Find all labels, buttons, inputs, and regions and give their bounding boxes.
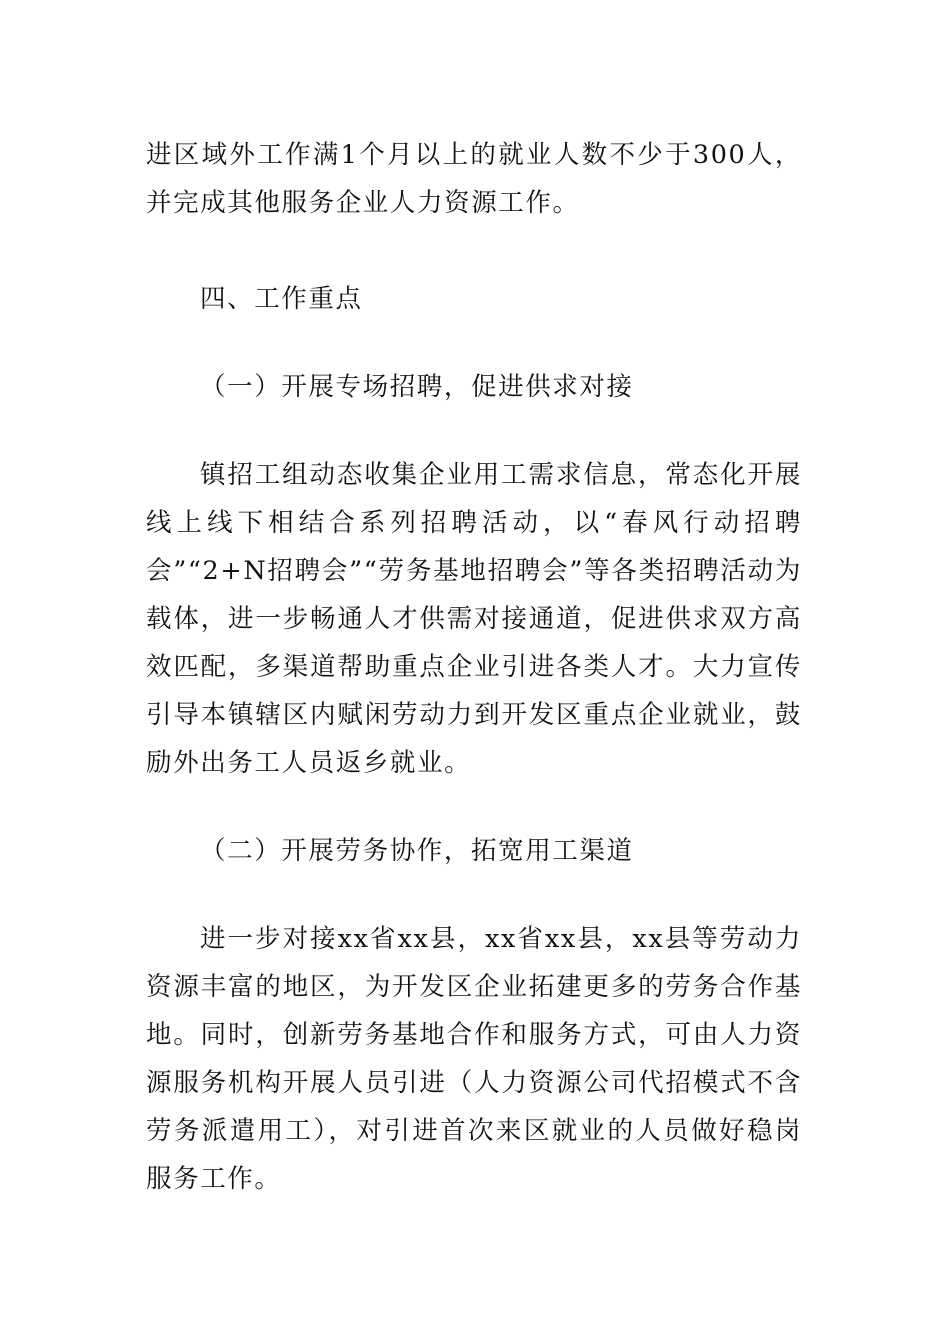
subsection-heading-recruitment: （一）开展专场招聘，促进供求对接 [200,372,634,402]
document-body [146,131,802,1203]
section-heading-work-focus: 四、工作重点 [200,284,363,314]
paragraph-continued: 进区域外工作满1个月以上的就业人数不少于300人，并完成其他服务企业人力资源工作。 [146,140,802,218]
subsection-heading-labor-cooperation: （二）开展劳务协作，拓宽用工渠道 [200,836,634,866]
paragraph-labor-cooperation: 进一步对接xx省xx县，xx省xx县，xx县等劳动力资源丰富的地区，为开发区企业拓建更多的劳务合作基地。同时，创新劳务基地合作和服务方式，可由人力资源服务机构开展人员引进（人力资源公司代招模式不含劳务派遣用工），对引进首次来区就业的人员做好稳岗服务工作。 [146,924,802,1194]
paragraph-recruitment: 镇招工组动态收集企业用工需求信息，常态化开展线上线下相结合系列招聘活动，以“春风行动招聘会”“2+N招聘会”“劳务基地招聘会”等各类招聘活动为载体，进一步畅通人才供需对接通道，促进供求双方高效匹配，多渠道帮助重点企业引进各类人才。大力宣传引导本镇辖区内赋闲劳动力到开发区重点企业就业，鼓励外出务工人员返乡就业。 [146,460,802,778]
